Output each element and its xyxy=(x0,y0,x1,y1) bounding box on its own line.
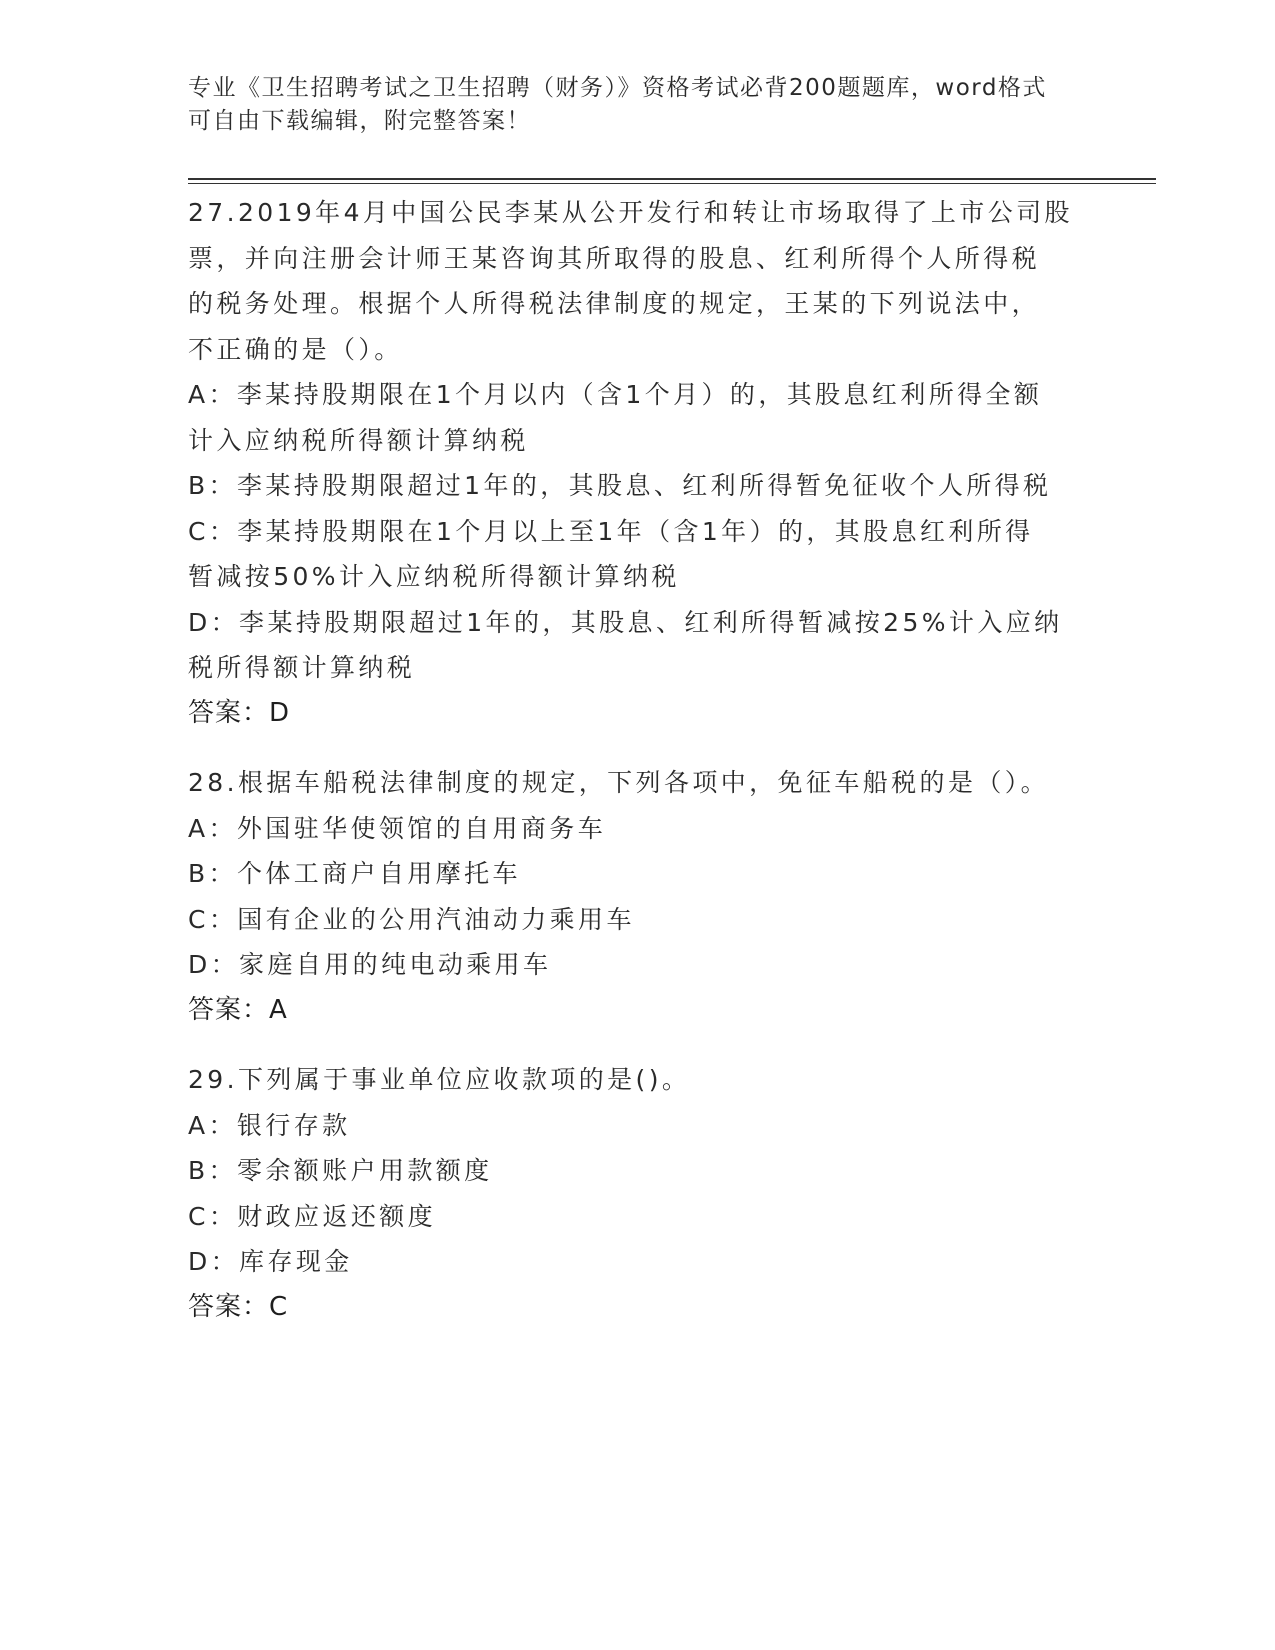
answer-label: 答案：C xyxy=(188,1291,289,1322)
option-d-line: D：家庭自用的纯电动乘用车 xyxy=(188,950,552,979)
option-a-line: A：外国驻华使领馆的自用商务车 xyxy=(188,813,607,843)
option-c-line: C：财政应返还额度 xyxy=(188,1201,437,1231)
answer-label: 答案：A xyxy=(188,994,288,1025)
option-a-line: A：李某持股期限在1个月以内（含1个月）的，其股息红利所得全额 xyxy=(188,380,1043,409)
question-stem-line: 不正确的是（）。 xyxy=(188,334,403,364)
option-a-line: 计入应纳税所得额计算纳税 xyxy=(188,425,529,455)
header-rule-thin xyxy=(188,183,1156,184)
question-27 xyxy=(188,190,1088,736)
question-list xyxy=(188,190,1088,1358)
option-d-line: D：李某持股期限超过1年的，其股息、红利所得暂减按25%计入应纳 xyxy=(188,607,1063,637)
question-stem-line: 29.下列属于事业单位应收款项的是()。 xyxy=(188,1065,691,1094)
question-stem-line: 的税务处理。根据个人所得税法律制度的规定，王某的下列说法中， xyxy=(188,289,1041,318)
question-stem-line: 票，并向注册会计师王某咨询其所取得的股息、红利所得个人所得税 xyxy=(188,243,1041,273)
option-c-line: C：国有企业的公用汽油动力乘用车 xyxy=(188,904,635,934)
question-29 xyxy=(188,1057,1088,1330)
option-b-line: B：零余额账户用款额度 xyxy=(188,1156,493,1185)
document-header xyxy=(188,72,1088,138)
question-stem-line: 28.根据车船税法律制度的规定，下列各项中，免征车船税的是（）。 xyxy=(188,768,1050,797)
question-stem-line: 27.2019年4月中国公民李某从公开发行和转让市场取得了上市公司股 xyxy=(188,198,1073,227)
header-line-2: 可自由下载编辑，附完整答案！ xyxy=(188,108,531,134)
option-b-line: B：个体工商户自用摩托车 xyxy=(188,859,521,888)
option-c-line: C：李某持股期限在1个月以上至1年（含1年）的，其股息红利所得 xyxy=(188,516,1034,546)
question-28 xyxy=(188,760,1088,1033)
option-b-line: B：李某持股期限超过1年的，其股息、红利所得暂免征收个人所得税 xyxy=(188,471,1052,500)
option-d-line: D：库存现金 xyxy=(188,1247,353,1276)
option-a-line: A：银行存款 xyxy=(188,1110,351,1140)
header-line-1: 专业《卫生招聘考试之卫生招聘（财务）》资格考试必背200题题库，word格式 xyxy=(188,75,1047,101)
header-rule-thick xyxy=(188,178,1156,180)
option-d-line: 税所得额计算纳税 xyxy=(188,653,416,682)
answer-label: 答案：D xyxy=(188,697,291,728)
option-c-line: 暂减按50%计入应纳税所得额计算纳税 xyxy=(188,562,680,591)
